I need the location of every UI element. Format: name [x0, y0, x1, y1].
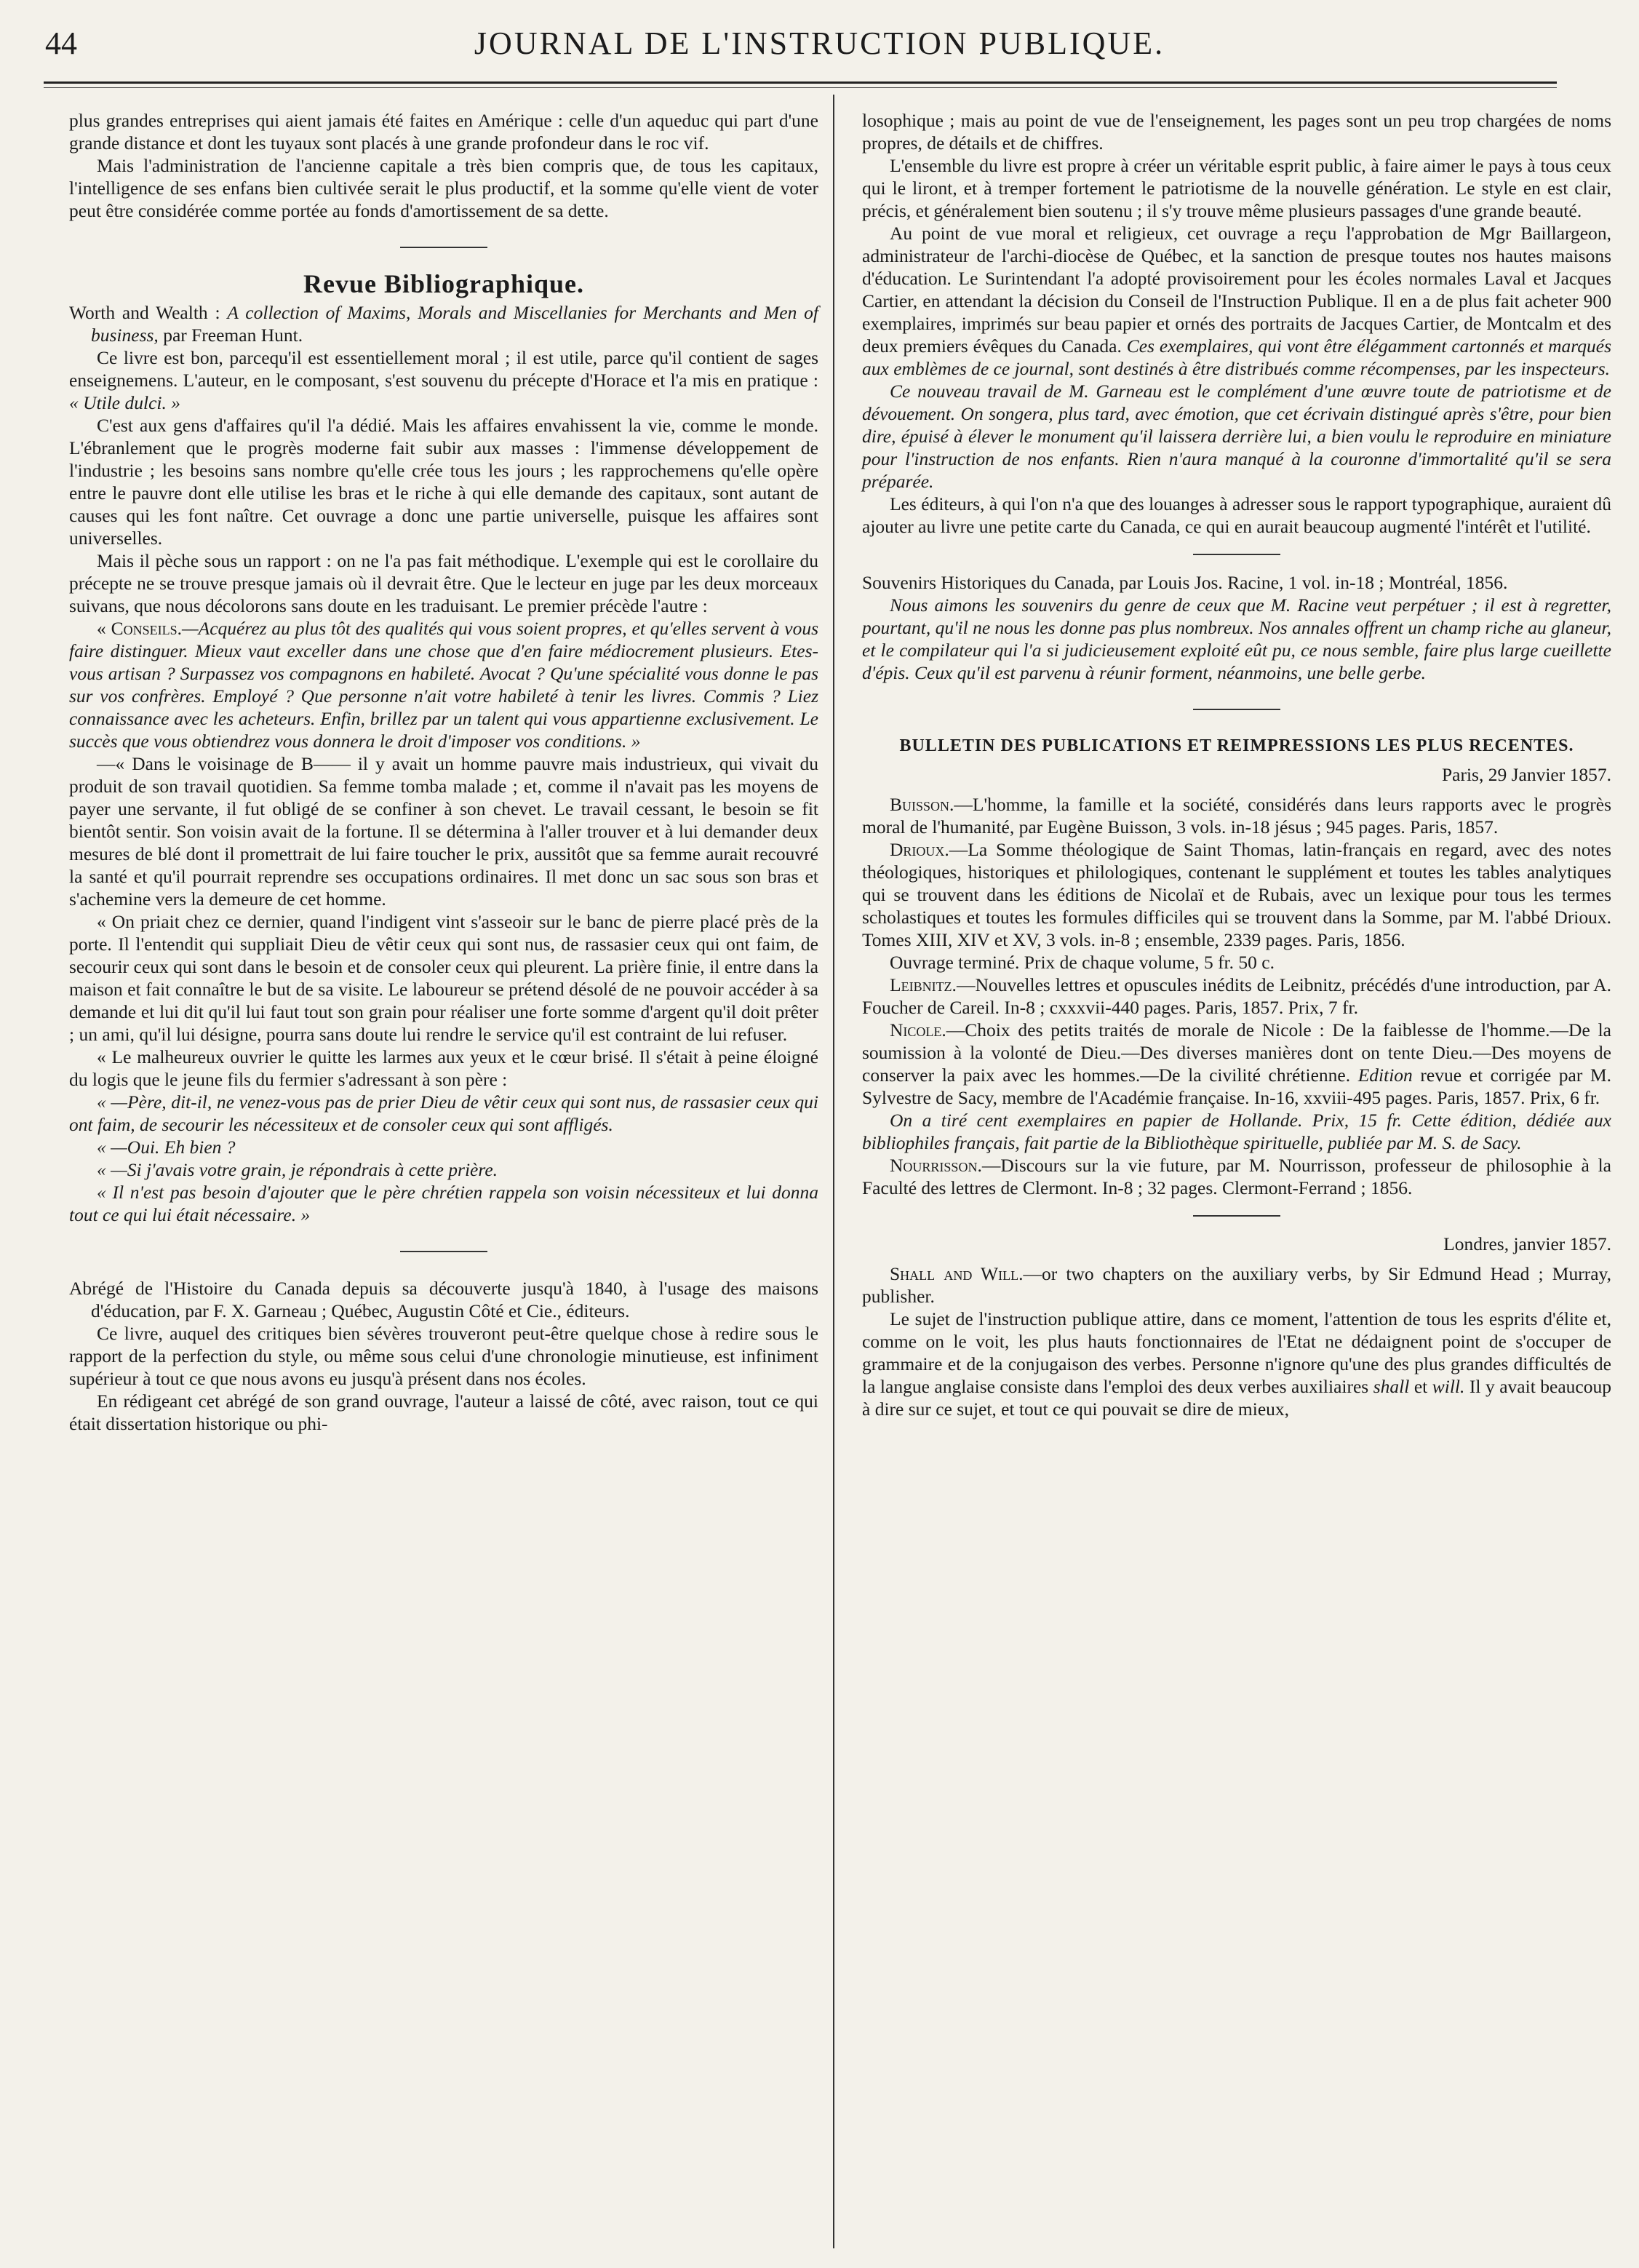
paragraph: « —Si j'avais votre grain, je répondrais à cette prière. — [97, 1159, 498, 1180]
paragraph-text: et — [1409, 1376, 1432, 1397]
entry-text: —La Somme théologique de Saint Thomas, latin-français en regard, avec des notes théologiques, historiques et philologiques, contenant le supplément et toutes les tables analytiques qui se trouvent dans les éditions de Nicolaï et de Rubais, avec un lexique pour tous les termes scholastiques et toutes les formules difficiles qui se trouvent dans la Somme, par M. l'abbé Drioux. Tomes XIII, XIV et XV, 3 vols. in-8 ; ensemble, 2339 pages. Paris, 1856. — [862, 839, 1611, 950]
book-title-post: par Freeman Hunt. — [158, 325, 303, 346]
entry-author: Nourrisson. — [890, 1155, 982, 1176]
entry-text: revue et corrigée par M. Sylvestre de Sacy, membre de l'Académie française. In-16, xxviii-495 pages. Paris, 1857. Prix, 6 fr. — [862, 1065, 1611, 1108]
entry-text: —or two chapters on the auxiliary verbs, by Sir Edmund Head ; Murray, publisher. — [862, 1263, 1611, 1307]
paragraph: Mais il pèche sous un rapport : on ne l'a pas fait méthodique. L'exemple qui est le corollaire du précepte ne se trouve presque jamais où il devrait être. Que le lecteur en juge par les deux morceaux suivans, que nous décolorons sans doute en les traduisant. Le premier précède l'autre : — [69, 550, 818, 616]
paragraph: —« Dans le voisinage de B—— il y avait un homme pauvre mais industrieux, qui vivait du produit de son travail quotidien. Sa femme tomba malade ; et, comme il n'avait pas les moyens de payer une servante, il fut obligé de se confiner à son chevet. Le travail cessant, le besoin se fit bientôt sentir. Son voisin avait de la fortune. Il se détermina à l'aller trouver et à lui demander deux mesures de blé dont il promettrait de lui faire toucher le prix, aussitôt que sa femme aurait recouvré la santé et qu'il pourrait reprendre ses occupations ordinaires. Il met donc un sac sous son bras et s'achemine vers la demeure de cet homme. — [69, 753, 818, 910]
paragraph: En rédigeant cet abrégé de son grand ouvrage, l'auteur a laissé de côté, avec raison, tout ce qui était dissertation historique ou phi- — [69, 1390, 818, 1434]
italic-text: will. — [1432, 1376, 1465, 1397]
paragraph: « On priait chez ce dernier, quand l'indigent vint s'asseoir sur le banc de pierre placé près de la porte. Il l'entendit qui suppliait Dieu de vêtir ceux qui sont nus, de rassasier ceux qui ont faim, de secourir ceux qui sont dans le besoin et de consoler ceux qui pleurent. La prière finie, il entre dans la maison et fait connaître le but de sa visite. Le laboureur se prétend désolé de ne pouvoir accéder à sa demande et lui dit qu'il lui faut tout son grain pour réaliser une forte somme d'argent qu'il doit prêter ; un ami, qu'il lui désigne, pourra sans doute lui rendre le service qu'il est contraint de lui refuser. — [69, 911, 818, 1045]
book-title-italic: A collection of Maxims, Morals and Miscellanies for Merchants and Men of business, — [91, 302, 818, 346]
left-column — [69, 109, 818, 1435]
paragraph: losophique ; mais au point de vue de l'enseignement, les pages sont un peu trop chargées de noms propres, de détails et de chiffres. — [862, 110, 1611, 154]
entry-text: —Nouvelles lettres et opuscules inédits de Leibnitz, précédés d'une introduction, par A. Foucher de Careil. In-8 ; cxxxvii-440 pages. Paris, 1857. Prix, 7 fr. — [862, 974, 1611, 1018]
paragraph-text: Il y avait beaucoup à dire sur ce sujet, et tout ce qui pouvait se dire de mieux, — [862, 1376, 1611, 1420]
paragraph: L'ensemble du livre est propre à créer un véritable esprit public, à faire aimer le pays à tous ceux qui le liront, et à tremper fortement le patriotisme de la nouvelle génération. Le style en est clair, précis, et généralement bien soutenu ; il s'y trouve même plusieurs passages d'une grande beauté. — [862, 155, 1611, 221]
header-rule-thin — [44, 87, 1557, 88]
entry-author: Drioux. — [890, 839, 949, 860]
right-column — [862, 109, 1611, 1420]
paragraph — [69, 346, 818, 414]
bulletin-entry — [862, 974, 1611, 1019]
inline-label: « Conseils. — [97, 618, 182, 639]
paragraph: « Le malheureux ouvrier le quitte les larmes aux yeux et le cœur brisé. Il s'était à peine éloigné du logis que le jeune fils du fermier s'adressant à son père : — [69, 1046, 818, 1090]
italic-text: Ces exemplaires, qui vont être élégamment cartonnés et marqués aux emblèmes de ce journal, sont destinés à être distribués comme récompenses, par les inspecteurs. — [862, 335, 1611, 379]
bulletin-entry — [862, 1154, 1611, 1199]
paragraph — [862, 1308, 1611, 1420]
paragraph: « —Oui. Eh bien ? — [97, 1137, 236, 1158]
quote-text: « Utile dulci. » — [69, 392, 180, 413]
book-entry-title: Abrégé de l'Histoire du Canada depuis sa découverte jusqu'à 1840, à l'usage des maisons d'éducation, par F. X. Garneau ; Québec, Augustin Côté et Cie., éditeurs. — [69, 1278, 818, 1321]
section-separator — [400, 1251, 487, 1252]
entry-author: Leibnitz. — [890, 974, 957, 995]
book-entry-title — [69, 301, 818, 346]
section-separator — [1193, 709, 1280, 710]
dateline: Paris, 29 Janvier 1857. — [1441, 764, 1611, 785]
section-separator — [400, 247, 487, 248]
entry-author: Nicole. — [890, 1019, 946, 1041]
paragraph-text: Ce livre est bon, parcequ'il est essentiellement moral ; il est utile, parce qu'il contient de sages enseignemens. L'auteur, en le composant, s'est souvenu du précepte d'Horace et l'a mis en pratique : — [69, 347, 818, 391]
entry-text: —Discours sur la vie future, par M. Nourrisson, professeur de philosophie à la Faculté des lettres de Clermont. In-8 ; 32 pages. Clermont-Ferrand ; 1856. — [862, 1155, 1611, 1198]
paragraph: C'est aux gens d'affaires qu'il l'a dédié. Mais les affaires envahissent la vie, comme le monde. L'ébranlement que le progrès moderne fait subir aux masses : l'immense développement de l'industrie ; les besoins sans nombre qu'elle crée tous les jours ; les rapprochemens qu'elle opère entre le pauvre dont elle utilise les bras et le riche à qui elle demande des capitaux, sont autant de causes qui les font naître. Cet ouvrage a donc une partie universelle, puisque les affaires sont universelles. — [69, 415, 818, 549]
paragraph: Nous aimons les souvenirs du genre de ceux que M. Racine veut perpétuer ; il est à regretter, pourtant, qu'il ne nous les donne pas plus nombreux. Nos annales offrent un champ riche au glaneur, et le compilateur qui l'a si judicieusement exploité eût pu, ce nous semble, faire plus large cueillette d'épis. Ceux qu'il est parvenu à réunir forment, néanmoins, une belle gerbe. — [862, 594, 1611, 683]
bulletin-entry — [862, 1019, 1611, 1109]
paragraph: Mais l'administration de l'ancienne capitale a très bien compris que, de tous les capitaux, l'intelligence de ses enfans bien cultivée serait le plus productif, et la somme qu'elle vient de voter peut être considérée comme portée au fonds d'amortissement de sa dette. — [69, 155, 818, 221]
book-entry-title: Souvenirs Historiques du Canada, par Louis Jos. Racine, 1 vol. in-18 ; Montréal, 1856. — [862, 572, 1508, 593]
paragraph — [862, 222, 1611, 380]
quote-text: —Acquérez au plus tôt des qualités qui vous soient propres, et qu'elles servent à vous faire distinguer. Mieux vaut exceller dans une chose que d'en faire médiocrement plusieurs. Etes-vous artisan ? Surpassez vos compagnons en habileté. Avocat ? Qu'une spécialité vous donne le pas sur vos confrères. Employé ? Que personne n'ait votre habileté à tenir les livres. Commis ? Liez connaissance avec les acheteurs. Enfin, brillez par un talent qui vous appartienne exclusivement. Le succès que vous obtiendrez vous donnera le droit d'imposer vos conditions. » — [69, 618, 819, 752]
book-title-pre: Worth and Wealth : — [69, 302, 228, 323]
bulletin-entry-note: Ouvrage terminé. Prix de chaque volume, 5 fr. 50 c. — [890, 952, 1275, 973]
paragraph: Ce nouveau travail de M. Garneau est le complément d'une œuvre toute de patriotisme et de dévouement. On songera, plus tard, avec émotion, que cet écrivain distingué après s'être, pour bien dire, épuisé à élever le monument qu'il laissera derrière lui, a bien voulu le reproduire en miniature pour l'instruction de nos enfants. Rien n'aura manqué à la couronne d'immortalité qu'il se sera préparée. — [862, 381, 1611, 492]
section-heading: Revue Bibliographique. — [303, 269, 585, 298]
italic-text: shall — [1373, 1376, 1410, 1397]
journal-title: JOURNAL DE L'INSTRUCTION PUBLIQUE. — [474, 25, 1165, 61]
header-rule — [44, 81, 1557, 84]
section-separator — [1193, 1215, 1280, 1217]
paragraph-text: Au point de vue moral et religieux, cet ouvrage a reçu l'approbation de Mgr Baillargeon, administrateur de l'archi-diocèse de Québec, et la sanction de presque toutes nos hautes maisons d'éducation. Le Surintendant l'a adopté provisoirement pour les écoles normales Laval et Jacques Cartier, en attendant la décision du Conseil de l'Instruction Publique. Il en a de plus fait acheter 900 exemplaires, imprimés sur beau papier et ornés des portraits de Jacques Cartier, de Montcalm et des deux premiers évêques du Canada. — [862, 223, 1611, 357]
paragraph: « —Père, dit-il, ne venez-vous pas de prier Dieu de vêtir ceux qui sont nus, de rassasier ceux qui ont faim, de secourir les nécessiteux et de consoler ceux qui sont affligés. — [69, 1091, 818, 1135]
bulletin-entry — [862, 838, 1611, 951]
paragraph: Les éditeurs, à qui l'on n'a que des louanges à adresser sous le rapport typographique, auraient dû ajouter au livre une petite carte du Canada, ce qui en aurait beaucoup augmenté l'intérêt et l'utilité. — [862, 493, 1611, 537]
paragraph — [69, 617, 818, 752]
entry-italic: Edition — [1357, 1065, 1413, 1086]
bulletin-entry — [862, 1262, 1611, 1308]
page-number: 44 — [45, 25, 77, 61]
dateline: Londres, janvier 1857. — [1443, 1233, 1611, 1254]
paragraph: plus grandes entreprises qui aient jamais été faites en Amérique : celle d'un aqueduc qui part d'une grande distance et dont les tuyaux sont placés à une grande profondeur dans le roc vif. — [69, 110, 818, 154]
bulletin-entry-note: On a tiré cent exemplaires en papier de Hollande. Prix, 15 fr. Cette édition, dédiée aux bibliophiles français, fait partie de la Bibliothèque spirituelle, publiée par M. S. de Sacy. — [862, 1110, 1611, 1153]
section-separator — [1193, 554, 1280, 555]
column-divider — [833, 95, 834, 2248]
entry-author: Shall and Will. — [890, 1263, 1024, 1284]
paragraph: « Il n'est pas besoin d'ajouter que le père chrétien rappela son voisin nécessiteux et lui donna tout ce qui lui était nécessaire. » — [69, 1182, 818, 1225]
entry-author: Buisson. — [890, 794, 954, 815]
bulletin-title: BULLETIN DES PUBLICATIONS ET REIMPRESSIONS LES PLUS RECENTES. — [899, 736, 1574, 755]
paragraph-text: Le sujet de l'instruction publique attire, dans ce moment, l'attention de tous les esprits d'élite et, comme on le voit, les plus hauts fonctionnaires de l'Etat ne dédaignent point de s'occuper de grammaire et de la conjugaison des verbes. Personne n'ignore qu'une des plus grandes difficultés de la langue anglaise consiste dans l'emploi des deux verbes auxiliaires — [862, 1308, 1611, 1397]
bulletin-entry — [862, 793, 1611, 838]
entry-text: —L'homme, la famille et la société, considérés dans leurs rapports avec le progrès moral de l'humanité, par Eugène Buisson, 3 vols. in-18 jésus ; 945 pages. Paris, 1857. — [862, 794, 1611, 837]
entry-text: —Choix des petits traités de morale de Nicole : De la faiblesse de l'homme.—De la soumission à la volonté de Dieu.—Des diverses manières dont on tente Dieu.—Des moyens de conserver la paix avec les hommes.—De la civilité chrétienne. — [862, 1019, 1611, 1086]
paragraph: Ce livre, auquel des critiques bien sévères trouveront peut-être quelque chose à redire sous le rapport de la perfection du style, ou même sous celui d'une chronologie minutieuse, est infiniment supérieur à tout ce que nous avons eu jusqu'à présent dans nos écoles. — [69, 1323, 818, 1389]
